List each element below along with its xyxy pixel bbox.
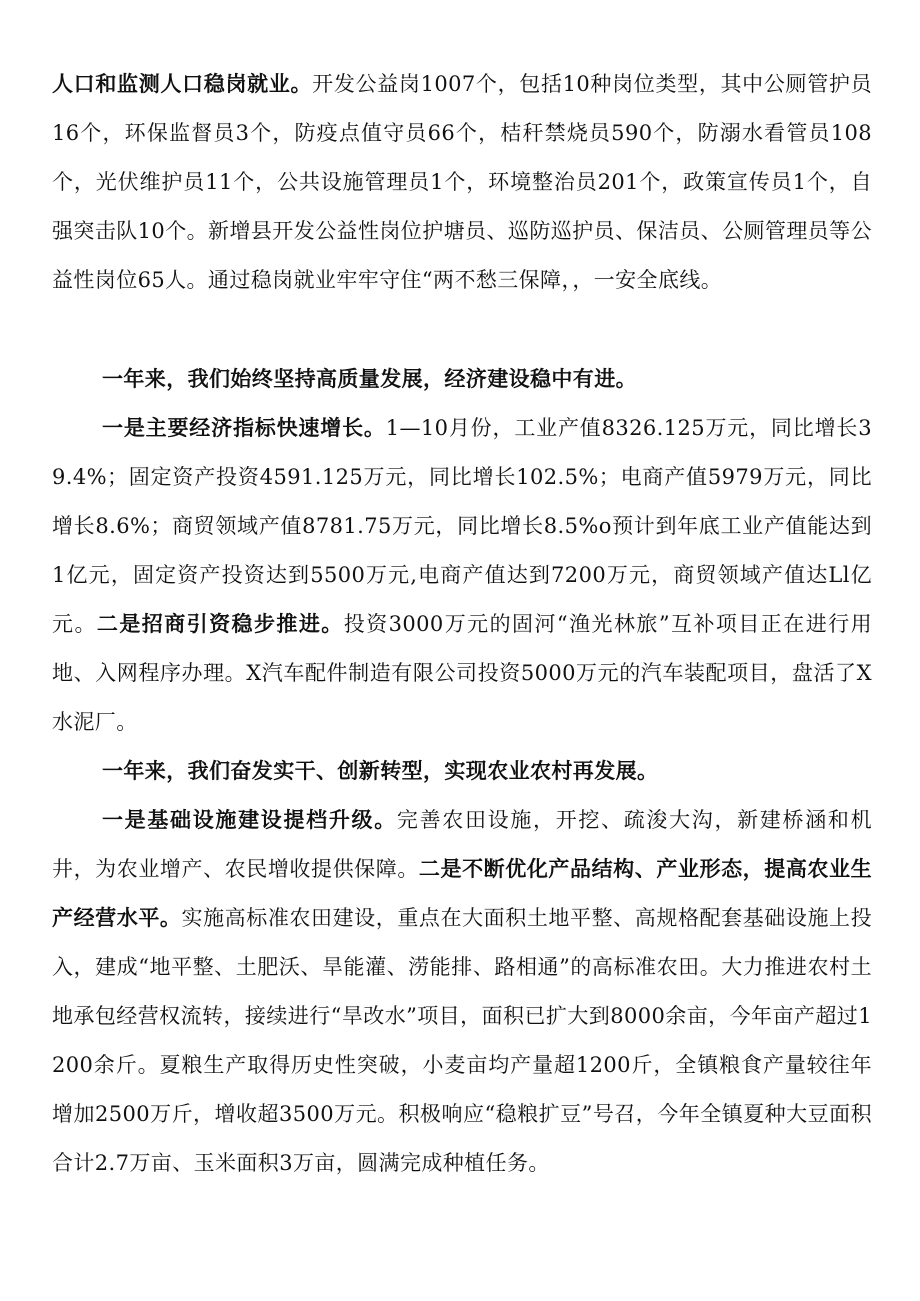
paragraph-body: 完善农田设施，开挖、疏浚大沟，新建桥涵和机井，为农业增产、农民增收提供保障。 (52, 808, 872, 881)
paragraph-body: 实施高标准农田建设，重点在大面积土地平整、高规格配套基础设施上投入，建成“地平整、土肥沃、旱能灌、涝能排、路相通”的高标准农田。大力推进农村土地承包经营权流转，接续进行“旱改水”项目，面积已扩大到8000余亩，今年亩产超过1200余斤。夏粮生产取得历史性突破，小麦亩均产量超1200斤，全镇粮食产量较往年增加2500万斤，增收超3500万元。积极响应“稳粮扩豆”号召，今年全镇夏种大豆面积合计2.7万亩、玉米面积3万亩，圆满完成种植任务。 (52, 906, 873, 1175)
paragraph-lead-bold: 人口和监测人口稳岗就业。 (52, 72, 313, 96)
paragraph-lead-bold: 二是招商引资稳步推进。 (96, 612, 344, 636)
paragraph-body: 投资3000万元的固河“渔光林旅”互补项目正在进行用地、入网程序办理。X汽车配件制造有限公司投资5000万元的汽车装配项目，盘活了X水泥厂。 (52, 612, 872, 734)
section-heading-agriculture (52, 747, 872, 796)
section-heading-text: 一年来，我们始终坚持高质量发展，经济建设稳中有进。 (102, 367, 637, 391)
paragraph-lead-bold: 二是不断优化产品结构、产业形态，提高农业生产经营水平。 (52, 857, 872, 930)
paragraph-agriculture (52, 796, 872, 1188)
paragraph-employment (52, 60, 872, 305)
paragraph-lead-bold: 一是主要经济指标快速增长。 (102, 416, 386, 440)
paragraph-body: 开发公益岗1007个，包括10种岗位类型，其中公厕管护员16个，环保监督员3个，防疫点值守员66个，桔秆禁烧员590个，防溺水看管员108个，光伏维护员11个，公共设施管理员1个，环境整治员201个，政策宣传员1个，自强突击队10个。新增县开发公益性岗位护塘员、巡防巡护员、保洁员、公厕管理员等公益性岗位65人。通过稳岗就业牢牢守住“两不愁三保障，，一安全底线。 (52, 72, 872, 292)
paragraph-economy (52, 404, 872, 747)
section-heading-economy (52, 355, 872, 404)
paragraph-body: 1—10月份，工业产值8326.125万元，同比增长39.4%；固定资产投资4591.125万元，同比增长102.5%；电商产值5979万元，同比增长8.6%；商贸领域产值8781.75万元，同比增长8.5%o预计到年底工业产值能达到1亿元，固定资产投资达到5500万元,电商产值达到7200万元，商贸领域产值达Ll亿元。 (52, 416, 872, 636)
section-heading-text: 一年来，我们奋发实干、创新转型，实现农业农村再发展。 (102, 759, 659, 783)
paragraph-lead-bold: 一是基础设施建设提档升级。 (102, 808, 397, 832)
